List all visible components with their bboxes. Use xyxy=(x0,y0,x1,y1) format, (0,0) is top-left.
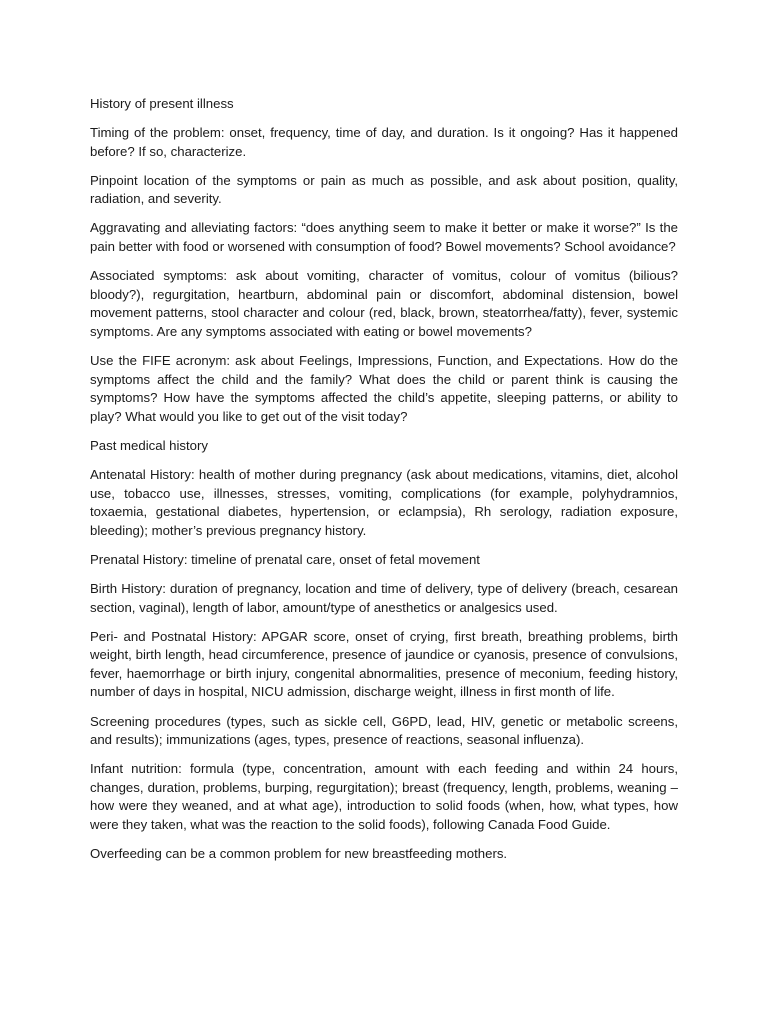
paragraph-associated-symptoms: Associated symptoms: ask about vomiting, character of vomitus, colour of vomitus (bilious? bloody?), regurgitation, heartburn, abdominal pain or discomfort, abdominal distension, bowel movement patterns, stool character and colour (red, black, brown, steatorrhea/fatty), fever, systemic symptoms. Are any symptoms associated with eating or bowel movements? xyxy=(90,268,678,339)
paragraph-screening-procedures: Screening procedures (types, such as sickle cell, G6PD, lead, HIV, genetic or metabolic screens, and results); immunizations (ages, types, presence of reactions, seasonal influenza). xyxy=(90,713,678,748)
paragraph-location: Pinpoint location of the symptoms or pain as much as possible, and ask about position, quality, radiation, and severity. xyxy=(90,172,678,207)
paragraph-aggravating-factors: Aggravating and alleviating factors: “does anything seem to make it better or make it worse?” Is the pain better with food or worsened with consumption of food? Bowel movements? School avoidance? xyxy=(90,220,678,255)
paragraph-prenatal-history: Prenatal History: timeline of prenatal care, onset of fetal movement xyxy=(90,551,480,567)
paragraph-overfeeding: Overfeeding can be a common problem for new breastfeeding mothers. xyxy=(90,846,508,862)
paragraph-infant-nutrition: Infant nutrition: formula (type, concentration, amount with each feeding and within 24 hours, changes, duration, problems, burping, regurgitation); breast (frequency, length, problems, weaning – how were they weaned, and at what age), introduction to solid foods (when, how, what types, how were they taken, what was the reaction to the solid foods), following Canada Food Guide. xyxy=(90,761,678,832)
paragraph-timing: Timing of the problem: onset, frequency, time of day, and duration. Is it ongoing? Has it happened before? If so, characterize. xyxy=(90,125,678,159)
paragraph-fife-acronym: Use the FIFE acronym: ask about Feelings, Impressions, Function, and Expectations. How do the symptoms affect the child and the family? What does the child or parent think is causing the symptoms? How have the symptoms affected the child’s appetite, sleeping patterns, or ability to play? What would you like to get out of the visit today? xyxy=(90,353,678,424)
document-page xyxy=(90,95,678,874)
paragraph-birth-history: Birth History: duration of pregnancy, location and time of delivery, type of delivery (breach, cesarean section, vaginal), length of labor, amount/type of anesthetics or analgesics used. xyxy=(90,580,678,615)
paragraph-peri-postnatal-history: Peri- and Postnatal History: APGAR score, onset of crying, first breath, breathing problems, birth weight, birth length, head circumference, presence of jaundice or cyanosis, presence of convulsions, fever, haemorrhage or birth injury, congenital abnormalities, presence of meconium, feeding history, number of days in hospital, NICU admission, discharge weight, illness in first month of life. xyxy=(90,628,678,700)
paragraph-antenatal-history: Antenatal History: health of mother during pregnancy (ask about medications, vitamins, diet, alcohol use, tobacco use, illnesses, stresses, vomiting, complications (for example, polyhydramnios, toxaemia, gestational diabetes, hypertension, or eclampsia), Rh serology, radiation exposure, bleeding); mother’s previous pregnancy history. xyxy=(90,467,678,538)
section-heading-past-medical-history: Past medical history xyxy=(90,437,208,453)
section-heading-history-of-present-illness: History of present illness xyxy=(90,96,234,111)
